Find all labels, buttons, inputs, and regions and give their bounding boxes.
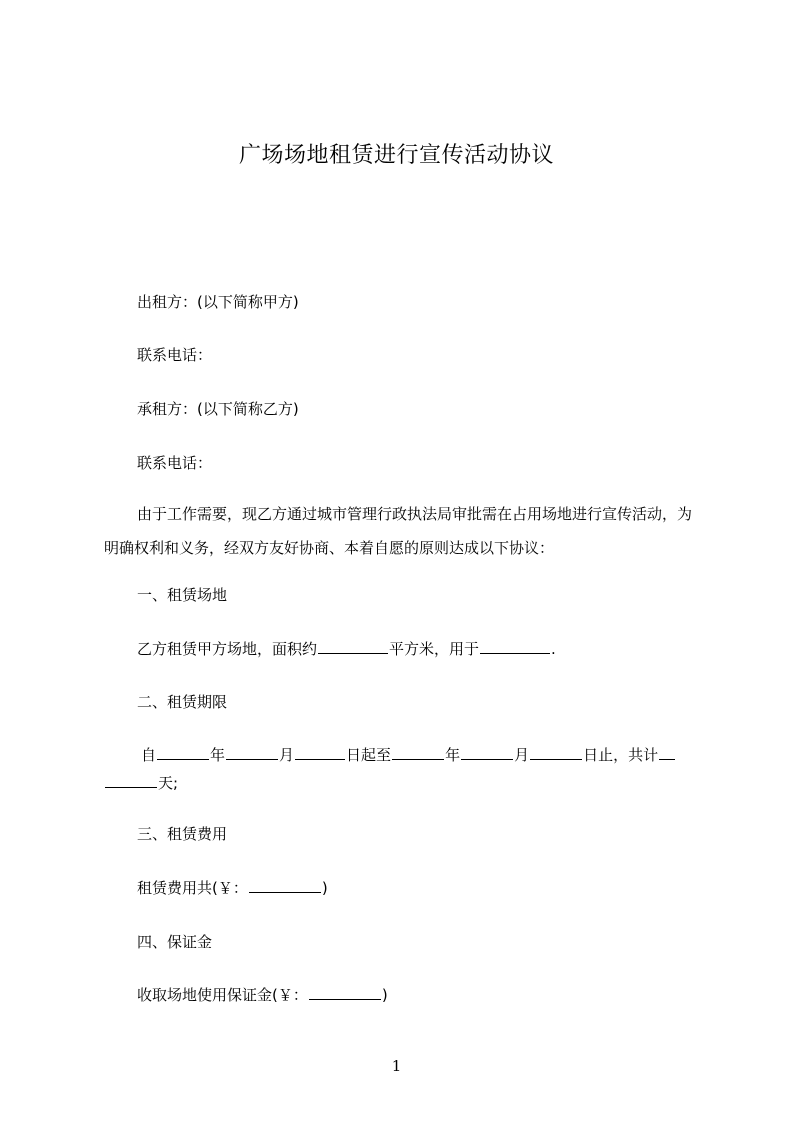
term-from-label: 自 <box>141 746 157 764</box>
term-end-month-label: 月 <box>514 746 530 764</box>
term-to-label: 日起至 <box>346 746 392 764</box>
section4-heading: 四、保证金 <box>137 933 213 951</box>
lessee-line: 承租方：(以下简称乙方) <box>137 400 299 418</box>
end-year-blank <box>392 745 444 760</box>
page-number: 1 <box>391 1057 402 1075</box>
term-total-label: 日止，共计 <box>583 746 659 764</box>
start-day-blank <box>295 745 345 760</box>
document-title: 广场场地租赁进行宣传活动协议 <box>238 143 554 168</box>
area-blank <box>318 639 388 654</box>
section1-text <box>137 639 556 659</box>
deposit-close-paren: ) <box>381 986 388 1004</box>
section2-term-line2 <box>104 773 178 793</box>
section1-text-c: . <box>551 640 556 658</box>
intro-paragraph: 由于工作需要，现乙方通过城市管理行政执法局审批需在占用场地进行宣传活动，为明确权利和义务，经双方友好协商、本着自愿的原则达成以下协议： <box>104 505 693 557</box>
lessee-phone-line: 联系电话： <box>137 454 213 472</box>
term-end-year-label: 年 <box>445 746 461 764</box>
total-days-blank-a <box>659 745 675 760</box>
end-month-blank <box>461 745 513 760</box>
deposit-label: 收取场地使用保证金(￥： <box>137 986 308 1004</box>
section1-heading: 一、租赁场地 <box>137 586 228 604</box>
section1-text-a: 乙方租赁甲方场地，面积约 <box>137 640 318 658</box>
section3-text <box>137 878 328 898</box>
start-month-blank <box>226 745 278 760</box>
term-days-label: 天; <box>158 774 179 792</box>
section1-text-b: 平方米，用于 <box>389 640 480 658</box>
deposit-amount-blank <box>309 985 381 1000</box>
section4-text <box>137 985 388 1005</box>
section3-heading: 三、租赁费用 <box>137 825 228 843</box>
section2-term-line1 <box>141 745 676 765</box>
rent-label: 租赁费用共(￥： <box>137 879 248 897</box>
end-day-blank <box>530 745 582 760</box>
purpose-blank <box>480 639 550 654</box>
term-month-label: 月 <box>279 746 295 764</box>
lessor-phone-line: 联系电话： <box>137 346 213 364</box>
lessor-line: 出租方：(以下简称甲方) <box>137 293 299 311</box>
total-days-blank-b <box>105 773 157 788</box>
section2-heading: 二、租赁期限 <box>137 693 228 711</box>
term-year-label: 年 <box>210 746 226 764</box>
start-year-blank <box>157 745 209 760</box>
rent-close-paren: ) <box>321 879 328 897</box>
rent-amount-blank <box>249 878 321 893</box>
